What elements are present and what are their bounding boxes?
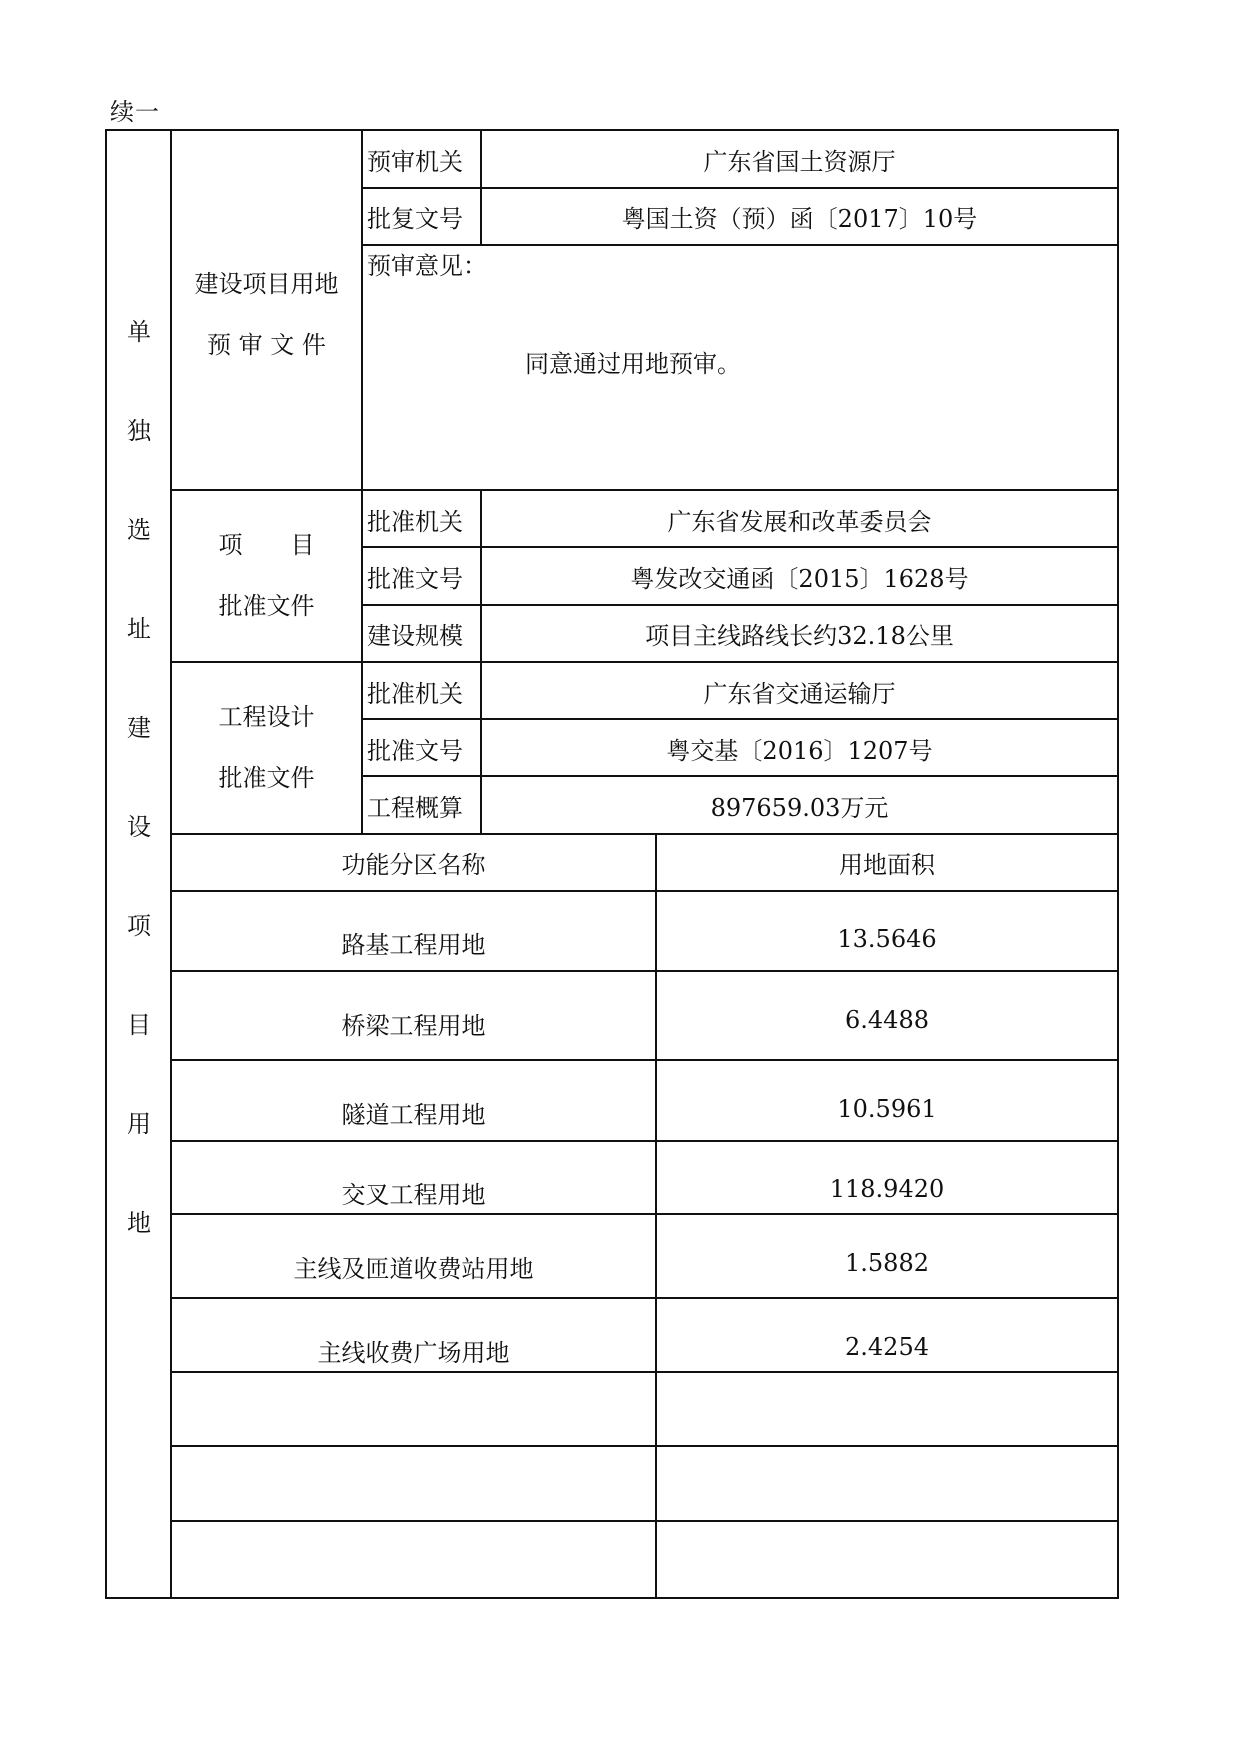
zone-name: 交叉工程用地 xyxy=(341,1181,486,1209)
field-value-scale: 项目主线路线长约32.18公里 xyxy=(645,622,954,650)
field-value-budget: 897659.03万元 xyxy=(710,794,889,822)
side-label-char: 独 xyxy=(127,417,151,445)
section-title-line1: 项 目 xyxy=(218,531,315,559)
field-value-doc-no: 粤交基〔2016〕1207号 xyxy=(666,737,933,765)
opinion-label: 预审意见： xyxy=(367,252,487,280)
zones-header-name: 功能分区名称 xyxy=(341,851,486,879)
field-value-authority: 广东省发展和改革委员会 xyxy=(667,508,932,536)
section-title-line1: 建设项目用地 xyxy=(194,270,339,298)
section-title-line2: 批准文件 xyxy=(218,592,315,620)
field-label-authority: 批准机关 xyxy=(367,680,463,708)
zone-name: 主线收费广场用地 xyxy=(317,1339,510,1367)
section-title-line2: 预 审 文 件 xyxy=(207,331,326,359)
side-label-char: 地 xyxy=(127,1209,151,1237)
side-label-char: 选 xyxy=(127,516,151,544)
field-value-authority: 广东省国土资源厅 xyxy=(703,148,896,176)
zone-area: 6.4488 xyxy=(845,1006,929,1034)
field-value-doc-no: 粤发改交通函〔2015〕1628号 xyxy=(630,565,969,593)
zone-area: 118.9420 xyxy=(829,1175,945,1203)
zones-header-area: 用地面积 xyxy=(839,851,935,879)
field-label-doc-no: 批复文号 xyxy=(367,205,463,233)
continuation-label: 续一 xyxy=(110,98,160,126)
zone-name: 路基工程用地 xyxy=(341,931,486,959)
field-label-budget: 工程概算 xyxy=(367,794,463,822)
side-label-char: 项 xyxy=(127,912,151,940)
field-value-authority: 广东省交通运输厅 xyxy=(703,680,896,708)
side-label-char: 址 xyxy=(127,615,151,643)
zone-area: 10.5961 xyxy=(837,1095,937,1123)
side-label-char: 目 xyxy=(127,1011,151,1039)
side-label-char: 单 xyxy=(127,318,151,346)
section-title-line2: 批准文件 xyxy=(218,764,315,792)
field-label-authority: 批准机关 xyxy=(367,508,463,536)
field-label-doc-no: 批准文号 xyxy=(367,737,463,765)
field-label-doc-no: 批准文号 xyxy=(367,565,463,593)
side-label-char: 用 xyxy=(127,1110,151,1138)
zone-name: 隧道工程用地 xyxy=(341,1101,486,1129)
field-label-scale: 建设规模 xyxy=(367,622,463,650)
section-title-line1: 工程设计 xyxy=(218,703,315,731)
zone-area: 1.5882 xyxy=(845,1249,929,1277)
zone-name: 主线及匝道收费站用地 xyxy=(293,1255,534,1283)
zone-area: 13.5646 xyxy=(837,925,937,953)
field-value-doc-no: 粤国土资（预）函〔2017〕10号 xyxy=(621,205,978,233)
opinion-text: 同意通过用地预审。 xyxy=(525,350,741,378)
zone-name: 桥梁工程用地 xyxy=(341,1012,486,1040)
side-label-char: 建 xyxy=(127,714,151,742)
zone-area: 2.4254 xyxy=(845,1333,929,1361)
field-label-authority: 预审机关 xyxy=(367,148,463,176)
side-label-char: 设 xyxy=(127,813,151,841)
